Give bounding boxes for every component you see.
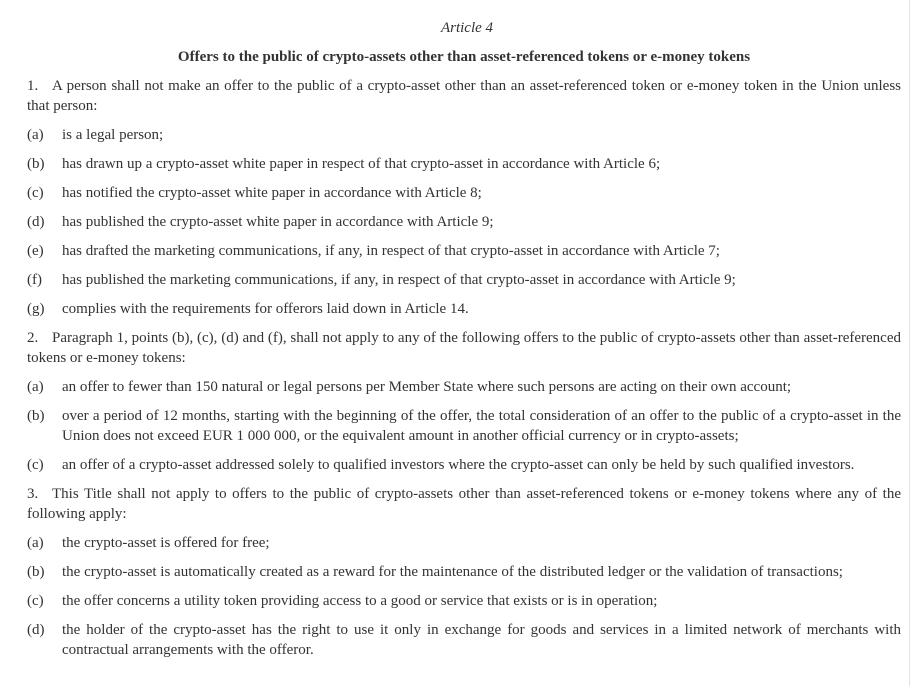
item-label: (b) [27,408,45,424]
item-text: the holder of the crypto-asset has the right to use it only in exchange for goods and services in a limited network of merchants with contractual arrangements with the offeror. [62,622,901,658]
paragraph-text: Paragraph 1, points (b), (c), (d) and (f), shall not apply to any of the following offers to the public of crypto-assets other than asset-referenced tokens or e-money tokens: [27,330,901,366]
list-item [27,533,901,553]
item-text: over a period of 12 months, starting with the beginning of the offer, the total consideration of an offer to the public of a crypto-asset in the Union does not exceed EUR 1 000 000, or the equivalent amount in another official currency or in crypto-assets; [62,408,901,444]
paragraph-text: A person shall not make an offer to the public of a crypto-asset other than an asset-referenced token or e-money token in the Union unless that person: [27,78,901,114]
paragraph-1 [27,76,901,116]
paragraph-text: This Title shall not apply to offers to the public of crypto-assets other than asset-referenced tokens or e-money tokens where any of the following apply: [27,486,901,522]
item-label: (c) [27,185,44,201]
item-text: is a legal person; [62,127,164,143]
item-label: (a) [27,379,44,395]
list-item [27,241,901,261]
list-item [27,299,901,319]
list-item [27,406,901,446]
article-title: Offers to the public of crypto-assets other than asset-referenced tokens or e-money tokens [177,49,751,65]
item-text: has notified the crypto-asset white paper in accordance with Article 8; [62,185,482,201]
item-label: (g) [27,301,45,317]
item-text: an offer to fewer than 150 natural or legal persons per Member State where such persons are acting on their own account; [62,379,792,395]
item-label: (b) [27,564,45,580]
item-text: has drawn up a crypto-asset white paper in respect of that crypto-asset in accordance with Article 6; [62,156,661,172]
list-item [27,183,901,203]
item-text: has drafted the marketing communications, if any, in respect of that crypto-asset in accordance with Article 7; [62,243,720,259]
item-label: (b) [27,156,45,172]
item-text: complies with the requirements for offerors laid down in Article 14. [62,301,469,317]
item-text: has published the crypto-asset white paper in accordance with Article 9; [62,214,494,230]
item-text: an offer of a crypto-asset addressed solely to qualified investors where the crypto-asset can only be held by such qualified investors. [62,457,855,473]
item-text: the crypto-asset is automatically created as a reward for the maintenance of the distributed ledger or the validation of transactions; [62,564,843,580]
list-item [27,562,901,582]
list-item [27,620,901,660]
paragraph-number: 3. [27,486,39,502]
item-label: (e) [27,243,44,259]
list-item [27,377,901,397]
item-label: (f) [27,272,42,288]
list-item [27,212,901,232]
list-item [27,455,901,475]
item-text: the offer concerns a utility token providing access to a good or service that exists or is in operation; [62,593,658,609]
item-label: (c) [27,457,44,473]
page-edge-divider [909,0,910,686]
list-item [27,270,901,290]
item-text: the crypto-asset is offered for free; [62,535,270,551]
article-document [27,0,901,660]
item-label: (a) [27,535,44,551]
list-item [27,591,901,611]
paragraph-number: 2. [27,330,39,346]
list-item [27,154,901,174]
paragraph-3 [27,484,901,524]
item-text: has published the marketing communications, if any, in respect of that crypto-asset in accordance with Article 9; [62,272,736,288]
paragraph-2 [27,328,901,368]
list-item [27,125,901,145]
paragraph-number: 1. [27,78,39,94]
item-label: (d) [27,214,45,230]
article-number: Article 4 [440,20,494,36]
item-label: (d) [27,622,45,638]
item-label: (a) [27,127,44,143]
item-label: (c) [27,593,44,609]
